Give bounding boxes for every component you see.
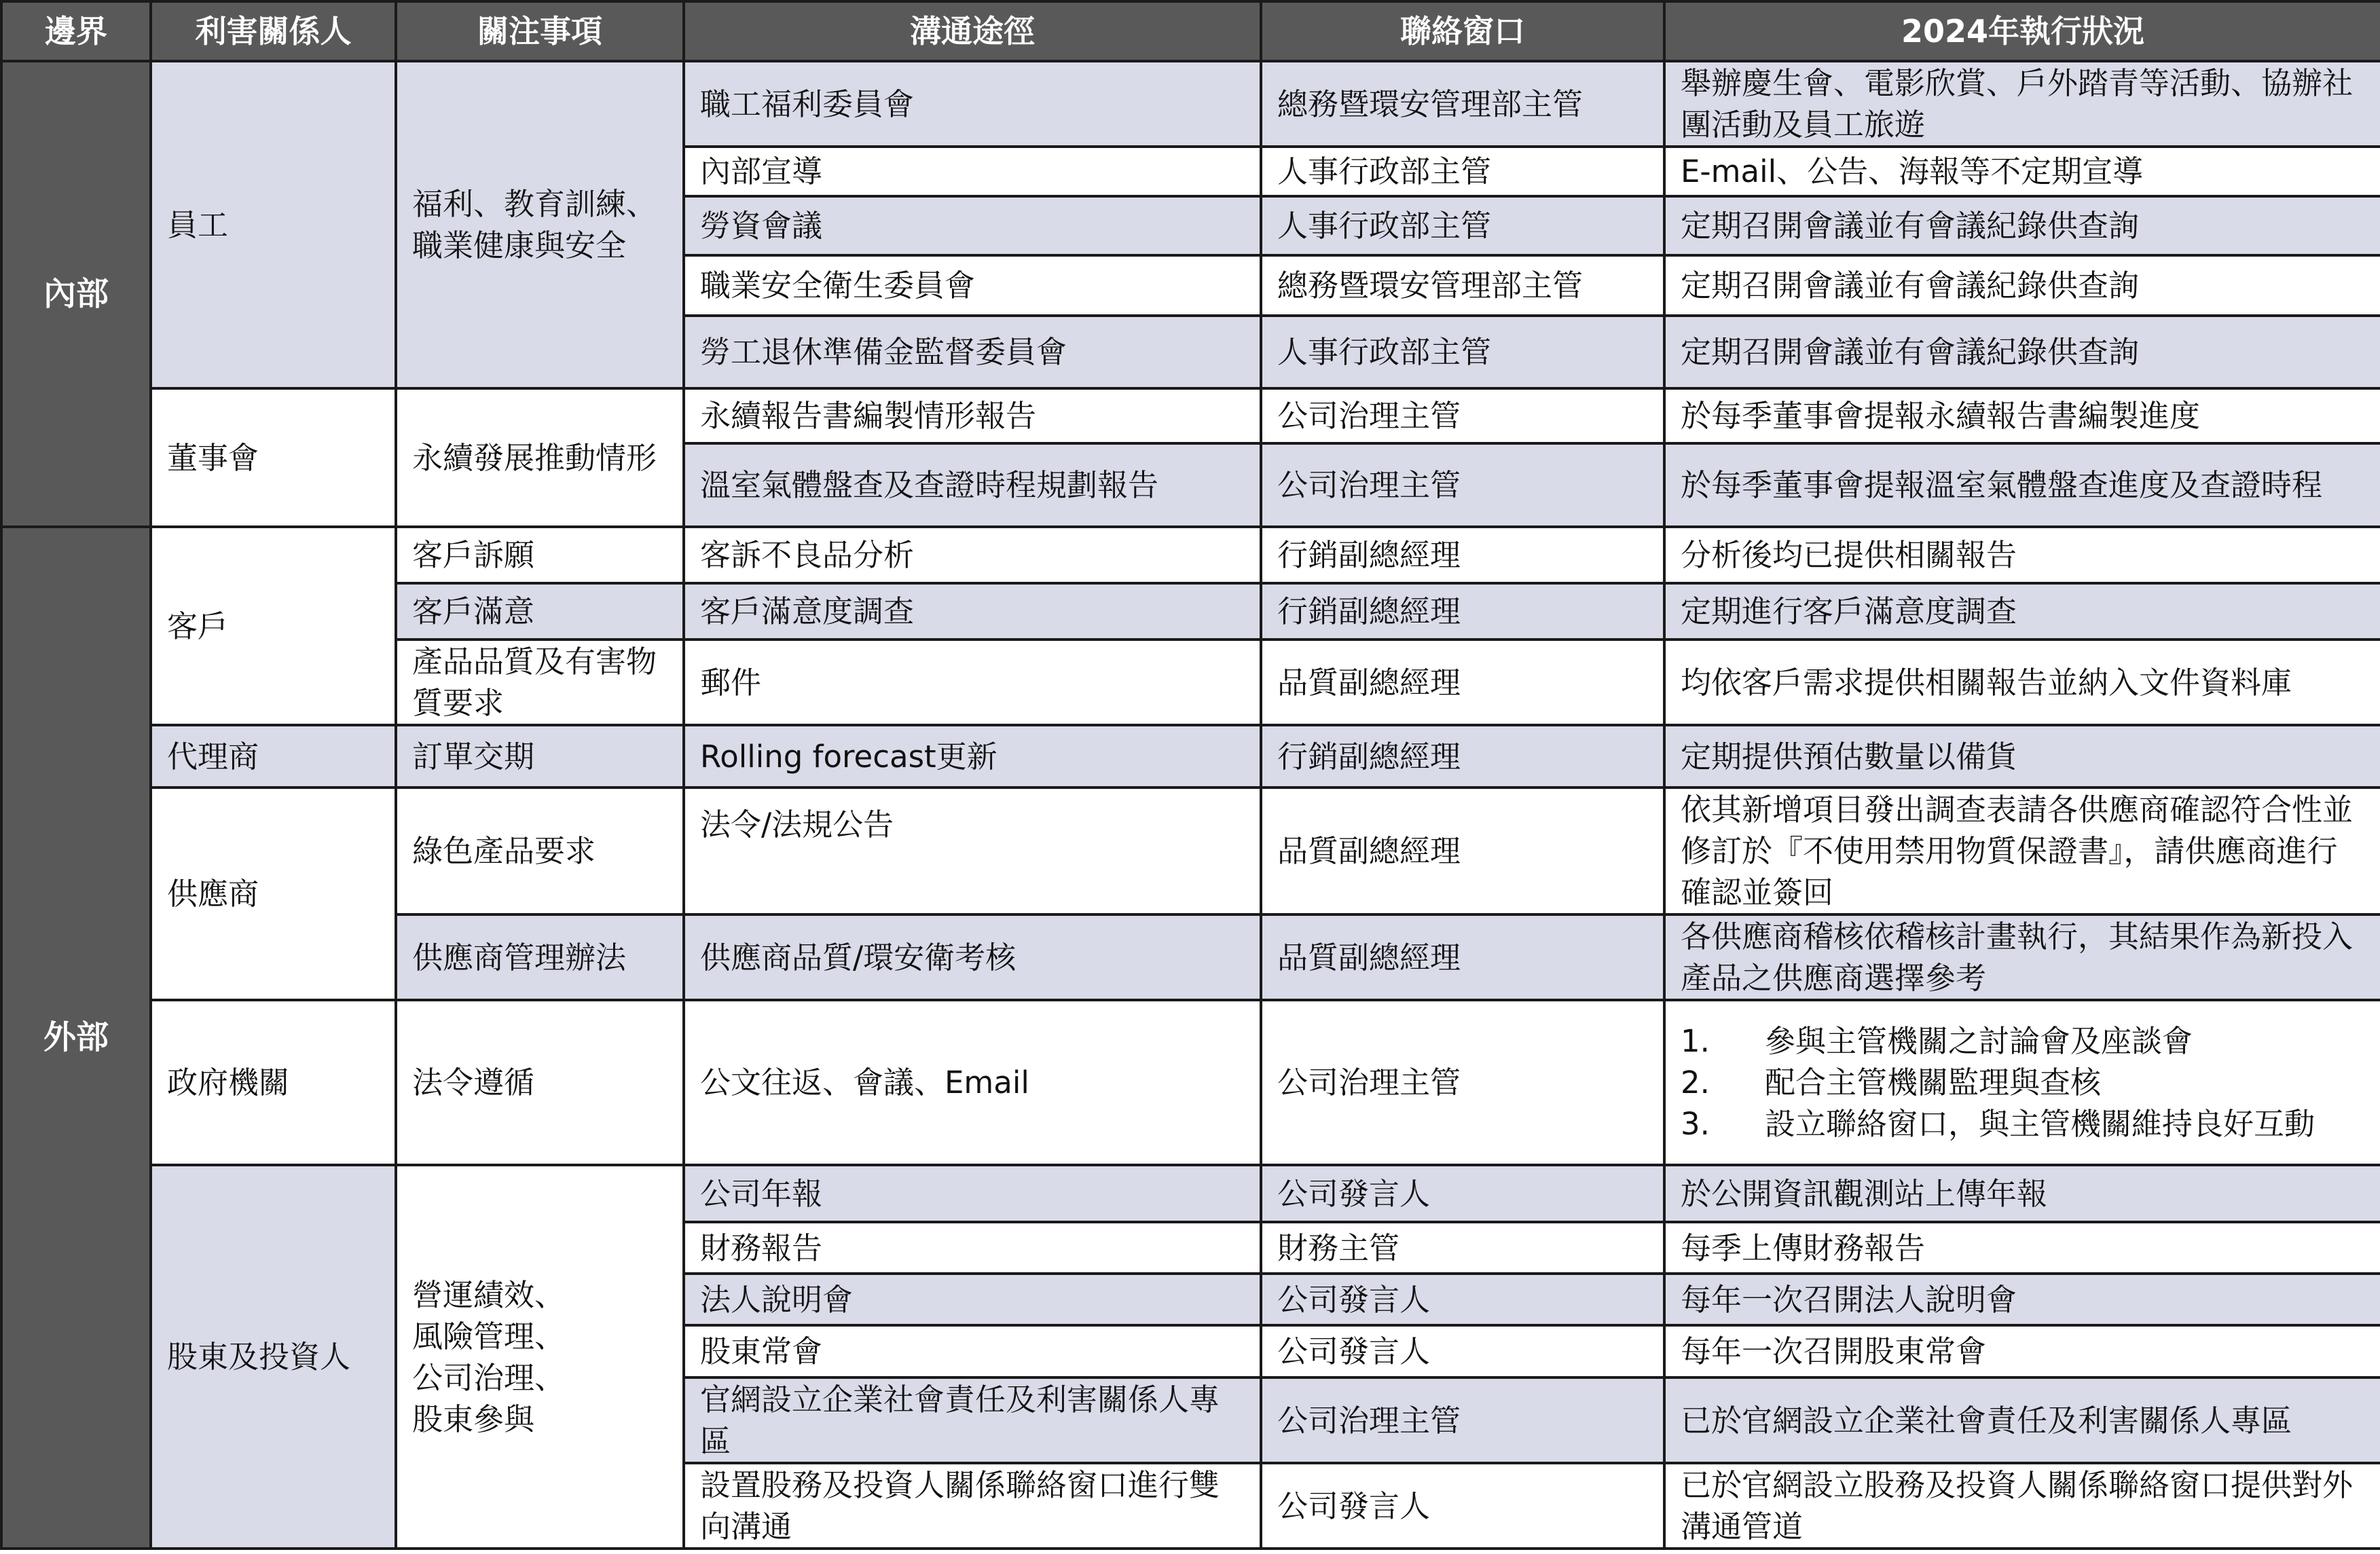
header-boundary: 邊界 — [1, 1, 151, 61]
concern-employees: 福利、教育訓練、職業健康與安全 — [396, 61, 684, 388]
contact-cell: 行銷副總經理 — [1261, 583, 1664, 640]
channel-cell: 供應商品質/環安衛考核 — [684, 914, 1261, 1000]
stakeholder-government: 政府機關 — [151, 1000, 396, 1165]
status-cell: E-mail、公告、海報等不定期宣導 — [1664, 147, 2380, 196]
channel-cell: 客訴不良品分析 — [684, 527, 1261, 583]
channel-cell: 法令/法規公告 — [684, 788, 1261, 914]
list-item: 1. 參與主管機關之討論會及座談會 — [1681, 1023, 2193, 1059]
concern-cell: 客戶滿意 — [396, 583, 684, 640]
status-cell: 各供應商稽核依稽核計畫執行，其結果作為新投入產品之供應商選擇參考 — [1664, 914, 2380, 1000]
channel-cell: 公司年報 — [684, 1165, 1261, 1222]
table-row — [1, 788, 2380, 914]
status-cell: 定期召開會議並有會議紀錄供查詢 — [1664, 255, 2380, 316]
table-row — [1, 1000, 2380, 1165]
status-cell: 每季上傳財務報告 — [1664, 1222, 2380, 1274]
list-item: 2. 配合主管機關監理與查核 — [1681, 1065, 2102, 1100]
boundary-external: 外部 — [1, 527, 151, 1549]
header-stakeholder: 利害關係人 — [151, 1, 396, 61]
list-item: 3. 設立聯絡窗口，與主管機關維持良好互動 — [1681, 1106, 2315, 1142]
channel-cell: 郵件 — [684, 640, 1261, 725]
stakeholder-shareholders: 股東及投資人 — [151, 1165, 396, 1549]
status-cell: 每年一次召開法人說明會 — [1664, 1274, 2380, 1325]
status-cell: 每年一次召開股東常會 — [1664, 1325, 2380, 1377]
stakeholder-employees: 員工 — [151, 61, 396, 388]
channel-cell: 財務報告 — [684, 1222, 1261, 1274]
contact-cell: 公司發言人 — [1261, 1165, 1664, 1222]
contact-cell: 品質副總經理 — [1261, 640, 1664, 725]
status-cell: 定期召開會議並有會議紀錄供查詢 — [1664, 196, 2380, 255]
contact-cell: 公司治理主管 — [1261, 443, 1664, 527]
status-cell: 依其新增項目發出調查表請各供應商確認符合性並修訂於『不使用禁用物質保證書』，請供應商進行確認並簽回 — [1664, 788, 2380, 914]
channel-cell: 職業安全衛生委員會 — [684, 255, 1261, 316]
channel-cell: 永續報告書編製情形報告 — [684, 388, 1261, 443]
channel-cell: 客戶滿意度調查 — [684, 583, 1261, 640]
table-row — [1, 1165, 2380, 1222]
status-cell: 舉辦慶生會、電影欣賞、戶外踏青等活動、協辦社團活動及員工旅遊 — [1664, 61, 2380, 147]
status-cell: 於每季董事會提報永續報告書編製進度 — [1664, 388, 2380, 443]
concern-cell: 法令遵循 — [396, 1000, 684, 1165]
status-cell: 分析後均已提供相關報告 — [1664, 527, 2380, 583]
contact-cell: 公司治理主管 — [1261, 388, 1664, 443]
channel-cell: 股東常會 — [684, 1325, 1261, 1377]
contact-cell: 公司發言人 — [1261, 1325, 1664, 1377]
header-channel: 溝通途徑 — [684, 1, 1261, 61]
concern-board: 永續發展推動情形 — [396, 388, 684, 527]
channel-cell: 勞資會議 — [684, 196, 1261, 255]
contact-cell: 人事行政部主管 — [1261, 196, 1664, 255]
status-cell: 定期召開會議並有會議紀錄供查詢 — [1664, 316, 2380, 388]
status-cell: 均依客戶需求提供相關報告並納入文件資料庫 — [1664, 640, 2380, 725]
concern-cell: 訂單交期 — [396, 725, 684, 788]
channel-cell: 官網設立企業社會責任及利害關係人專區 — [684, 1377, 1261, 1463]
stakeholder-board: 董事會 — [151, 388, 396, 527]
channel-cell: 溫室氣體盤查及查證時程規劃報告 — [684, 443, 1261, 527]
channel-cell: Rolling forecast更新 — [684, 725, 1261, 788]
status-cell: 已於官網設立股務及投資人關係聯絡窗口提供對外溝通管道 — [1664, 1463, 2380, 1549]
contact-cell: 人事行政部主管 — [1261, 147, 1664, 196]
header-concern: 關注事項 — [396, 1, 684, 61]
contact-cell: 品質副總經理 — [1261, 914, 1664, 1000]
contact-cell: 公司治理主管 — [1261, 1377, 1664, 1463]
contact-cell: 總務暨環安管理部主管 — [1261, 61, 1664, 147]
channel-cell: 職工福利委員會 — [684, 61, 1261, 147]
contact-cell: 財務主管 — [1261, 1222, 1664, 1274]
table-row — [1, 388, 2380, 443]
boundary-internal: 內部 — [1, 61, 151, 527]
contact-cell: 公司發言人 — [1261, 1274, 1664, 1325]
concern-cell: 綠色產品要求 — [396, 788, 684, 914]
table-row — [1, 725, 2380, 788]
channel-cell: 內部宣導 — [684, 147, 1261, 196]
table-row — [1, 61, 2380, 147]
status-cell: 定期進行客戶滿意度調查 — [1664, 583, 2380, 640]
contact-cell: 公司治理主管 — [1261, 1000, 1664, 1165]
header-row — [1, 1, 2380, 61]
concern-shareholders: 營運績效、 風險管理、 公司治理、 股東參與 — [396, 1165, 684, 1549]
concern-cell: 供應商管理辦法 — [396, 914, 684, 1000]
stakeholder-customers: 客戶 — [151, 527, 396, 725]
status-cell: 於每季董事會提報溫室氣體盤查進度及查證時程 — [1664, 443, 2380, 527]
stakeholder-suppliers: 供應商 — [151, 788, 396, 1000]
header-contact: 聯絡窗口 — [1261, 1, 1664, 61]
channel-cell: 法人說明會 — [684, 1274, 1261, 1325]
concern-cell: 產品品質及有害物質要求 — [396, 640, 684, 725]
contact-cell: 公司發言人 — [1261, 1463, 1664, 1549]
channel-cell: 設置股務及投資人關係聯絡窗口進行雙向溝通 — [684, 1463, 1261, 1549]
status-cell — [1664, 1000, 2380, 1165]
contact-cell: 品質副總經理 — [1261, 788, 1664, 914]
concern-cell: 客戶訴願 — [396, 527, 684, 583]
status-cell: 已於官網設立企業社會責任及利害關係人專區 — [1664, 1377, 2380, 1463]
header-status: 2024年執行狀況 — [1664, 1, 2380, 61]
channel-cell: 勞工退休準備金監督委員會 — [684, 316, 1261, 388]
contact-cell: 人事行政部主管 — [1261, 316, 1664, 388]
contact-cell: 總務暨環安管理部主管 — [1261, 255, 1664, 316]
table-row — [1, 527, 2380, 583]
status-cell: 定期提供預估數量以備貨 — [1664, 725, 2380, 788]
contact-cell: 行銷副總經理 — [1261, 527, 1664, 583]
status-cell: 於公開資訊觀測站上傳年報 — [1664, 1165, 2380, 1222]
contact-cell: 行銷副總經理 — [1261, 725, 1664, 788]
channel-cell: 公文往返、會議、Email — [684, 1000, 1261, 1165]
stakeholder-agents: 代理商 — [151, 725, 396, 788]
